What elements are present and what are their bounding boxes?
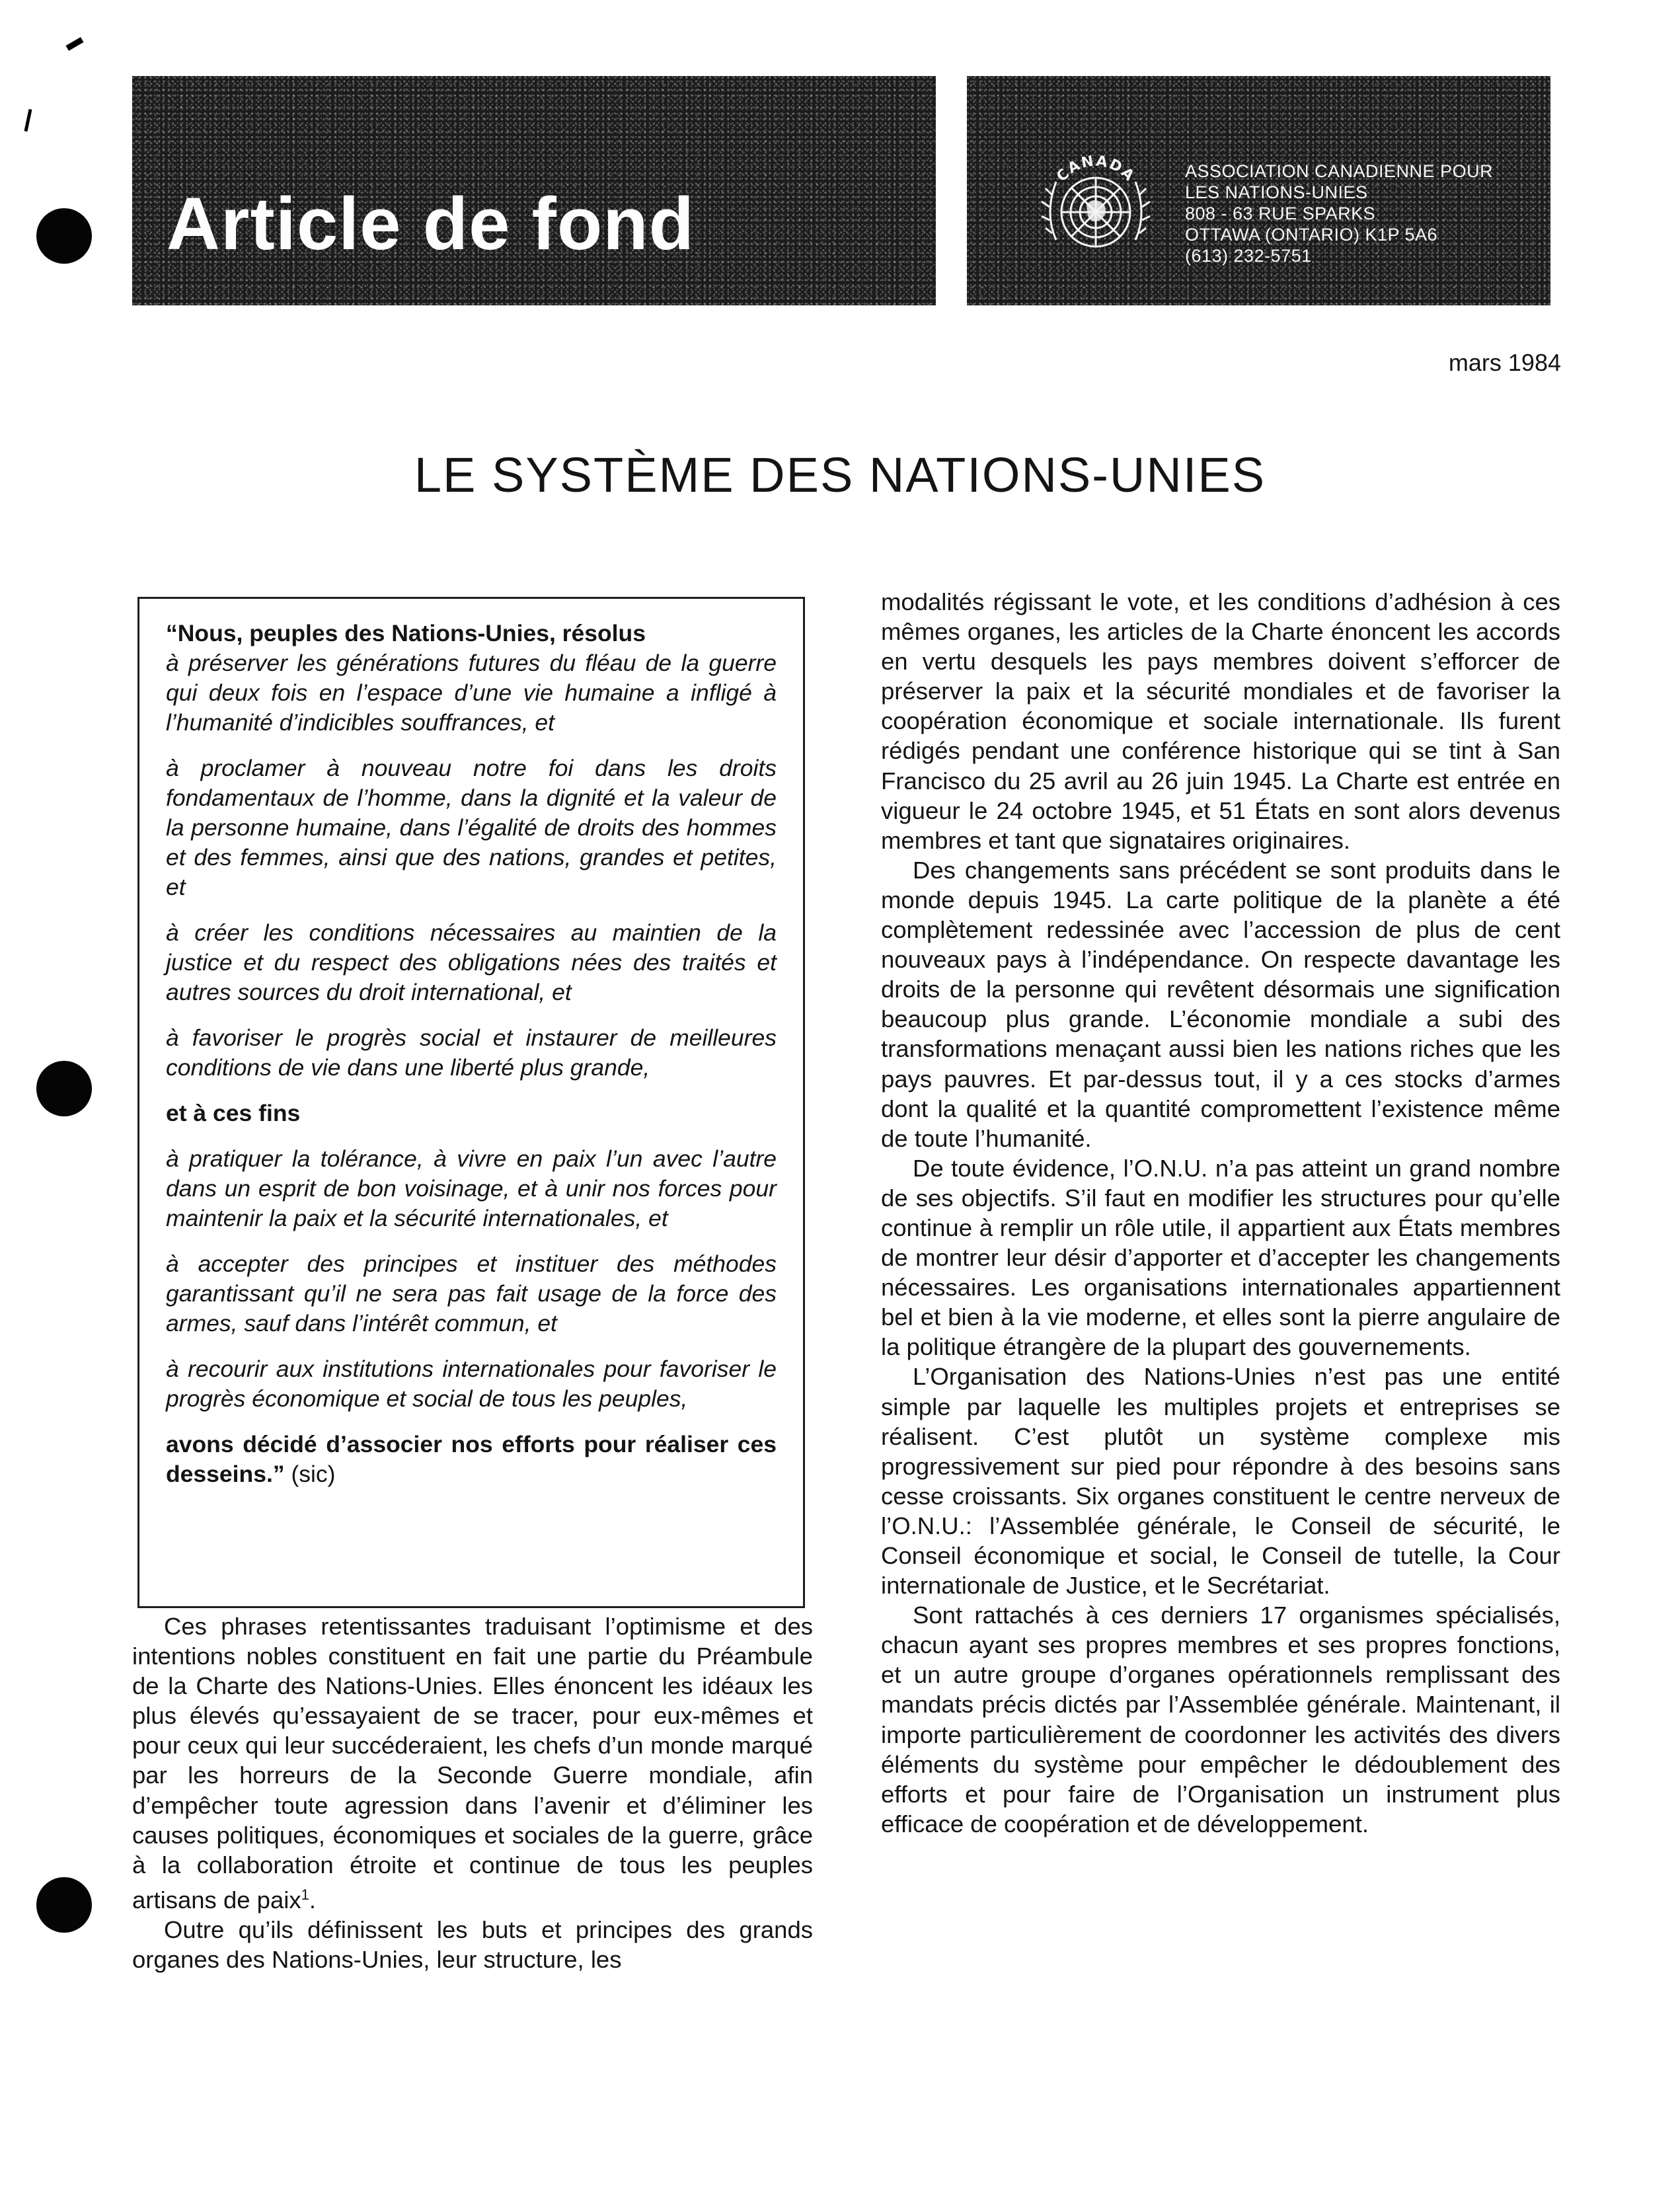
scan-mark: [24, 109, 32, 132]
left-column: [132, 1611, 813, 1974]
quote-clause: à proclamer à nouveau notre foi dans les droits fondamentaux de l’homme, dans la dignité et la valeur de la personne humaine, dans l’égalité de droits des hommes et des femmes, ainsi que des nations, grandes et petites, et: [166, 755, 777, 900]
header-banner-left: [132, 76, 936, 305]
address-line: 808 - 63 RUE SPARKS: [1185, 204, 1376, 223]
address-line: LES NATIONS-UNIES: [1185, 182, 1368, 202]
un-emblem-icon: [1030, 141, 1162, 273]
publication-date: mars 1984: [1448, 349, 1561, 376]
quote-closing-text: avons décidé d’associer nos efforts pour réaliser ces desseins.”: [166, 1431, 777, 1487]
header-banner-right: [967, 76, 1550, 305]
quote-opening: “Nous, peuples des Nations-Unies, résolus: [166, 620, 646, 646]
scan-mark: [65, 37, 83, 51]
association-address: [1185, 161, 1542, 266]
quote-middle: et à ces fins: [166, 1100, 301, 1126]
binder-hole: [36, 1877, 92, 1933]
quote-clause: à préserver les générations futures du fléau de la guerre qui deux fois en l’espace d’une vie humaine a infligé à l’humanité d’indicibles souffrances, et: [166, 650, 777, 736]
paragraph-text: Ces phrases retentissantes traduisant l’optimisme et des intentions nobles constituent en fait une partie du Préambule de la Charte des Nations-Unies. Elles énoncent les idéaux les plus élevés qu’essayaient de se tracer, pour eux-mêmes et pour ceux qui leur succéderaient, les chefs d’un monde marqué par les horreurs de la Seconde Guerre mondiale, afin d’empêcher toute agression dans l’avenir et d’éliminer les causes politiques, économiques et sociales de la guerre, grâce à la collaboration étroite et continue de tous les peuples artisans de paix: [132, 1613, 813, 1913]
banner-title: Article de fond: [167, 182, 695, 265]
body-paragraph: Des changements sans précédent se sont produits dans le monde depuis 1945. La carte politique de la planète a été complètement redessinée avec l’accession de plus de cent nouveaux pays à l’indépendance. On respecte davantage les droits de la personne qui revêtent désormais une signification beaucoup plus grande. L’économie mondiale a subi des transformations menaçant aussi bien les nations riches que les pays pauvres. Et par-dessus tout, il y a ces stocks d’armes dont la qualité et la quantité compromettent l’existence même de toute l’humanité.: [881, 856, 1560, 1152]
preamble-quote-box: [137, 597, 805, 1608]
body-paragraph: L’Organisation des Nations-Unies n’est pas une entité simple par laquelle les multiples projets et entreprises se réalisent. C’est plutôt un système complexe mis progressivement sur pied pour répondre à des besoins sans cesse croissants. Six organes constituent le centre nerveux de l’O.N.U.: l’Assemblée générale, le Conseil de sécurité, le Conseil économique et social, le Conseil de tutelle, la Cour internationale de Justice, et le Secrétariat.: [881, 1363, 1560, 1600]
body-paragraph: De toute évidence, l’O.N.U. n’a pas atteint un grand nombre de ses objectifs. S’il faut en modifier les structures pour qu’elle continue à remplir un rôle utile, il appartient aux États membres de montrer leur désir d’apporter et d’accepter les changements nécessaires. Les organisations internationales appartiennent bel et bien à la vie moderne, et elles sont la pierre angulaire de la politique étrangère de la plupart des gouvernements.: [881, 1154, 1560, 1361]
right-column: [881, 587, 1560, 1839]
quote-closing: [166, 1430, 777, 1489]
binder-hole: [36, 208, 92, 264]
address-line: (613) 232-5751: [1185, 246, 1312, 266]
body-paragraph: modalités régissant le vote, et les conditions d’adhésion à ces mêmes organes, les articles de la Charte énoncent les accords en vertu desquels les pays membres doivent s’efforcer de préserver la paix et la sécurité mondiales et de favoriser la coopération économique et sociale internationale. Ils furent rédigés pendant une conférence historique qui se tint à San Francisco du 25 avril au 26 juin 1945. La Charte est entrée en vigueur le 24 octobre 1945, et 51 États en sont alors devenus membres et tant que signataires originaires.: [881, 588, 1560, 854]
body-paragraph: Outre qu’ils définissent les buts et principes des grands organes des Nations-Unies, leur structure, les: [132, 1916, 813, 1974]
binder-hole: [36, 1061, 92, 1116]
quote-clause: à favoriser le progrès social et instaurer de meilleures conditions de vie dans une liberté plus grande,: [166, 1024, 777, 1081]
footnote-ref: 1: [301, 1886, 309, 1903]
body-paragraph: Ces phrases retentissantes traduisant l’optimisme et des intentions nobles constituent en fait une partie du Préambule de la Charte des Nations-Unies. Elles énoncent les idéaux les plus élevés qu’essayaient de se tracer, pour eux-mêmes et pour ceux qui leur succéderaient, les chefs d’un monde marqué par les horreurs de la Seconde Guerre mondiale, afin d’empêcher toute agression dans l’avenir et d’éliminer les causes politiques, économiques et sociales de la guerre, grâce à la collaboration étroite et continue de tous les peuples artisans de paix$^1$.: [132, 1613, 813, 1913]
quote-sic-note: (sic): [291, 1461, 336, 1487]
quote-clause: à recourir aux institutions internationales pour favoriser le progrès économique et social de tous les peuples,: [166, 1356, 777, 1412]
body-paragraph: Sont rattachés à ces derniers 17 organismes spécialisés, chacun ayant ses propres membres et ses propres fonctions, et un autre groupe d’organes opérationnels remplissant des mandats précis dictés par l’Assemblée générale. Maintenant, il importe particulièrement de coordonner les activités des divers éléments du système pour empêcher le dédoublement des efforts et pour faire de l’Organisation un instrument plus efficace de coopération et de développement.: [881, 1602, 1560, 1837]
quote-clause: à pratiquer la tolérance, à vivre en paix l’un avec l’autre dans un esprit de bon voisinage, et à unir nos forces pour maintenir la paix et la sécurité internationales, et: [166, 1145, 777, 1231]
address-line: ASSOCIATION CANADIENNE POUR: [1185, 161, 1494, 181]
address-line: OTTAWA (ONTARIO) K1P 5A6: [1185, 225, 1438, 245]
quote-clause: à accepter des principes et instituer des méthodes garantissant qu’il ne sera pas fait usage de la force des armes, sauf dans l’intérêt commun, et: [166, 1251, 777, 1336]
page-title: LE SYSTÈME DES NATIONS-UNIES: [414, 447, 1266, 502]
quote-clause: à créer les conditions nécessaires au maintien de la justice et du respect des obligations nées des traités et autres sources du droit international, et: [166, 919, 777, 1005]
svg-text:CANADA: CANADA: [1053, 153, 1138, 186]
